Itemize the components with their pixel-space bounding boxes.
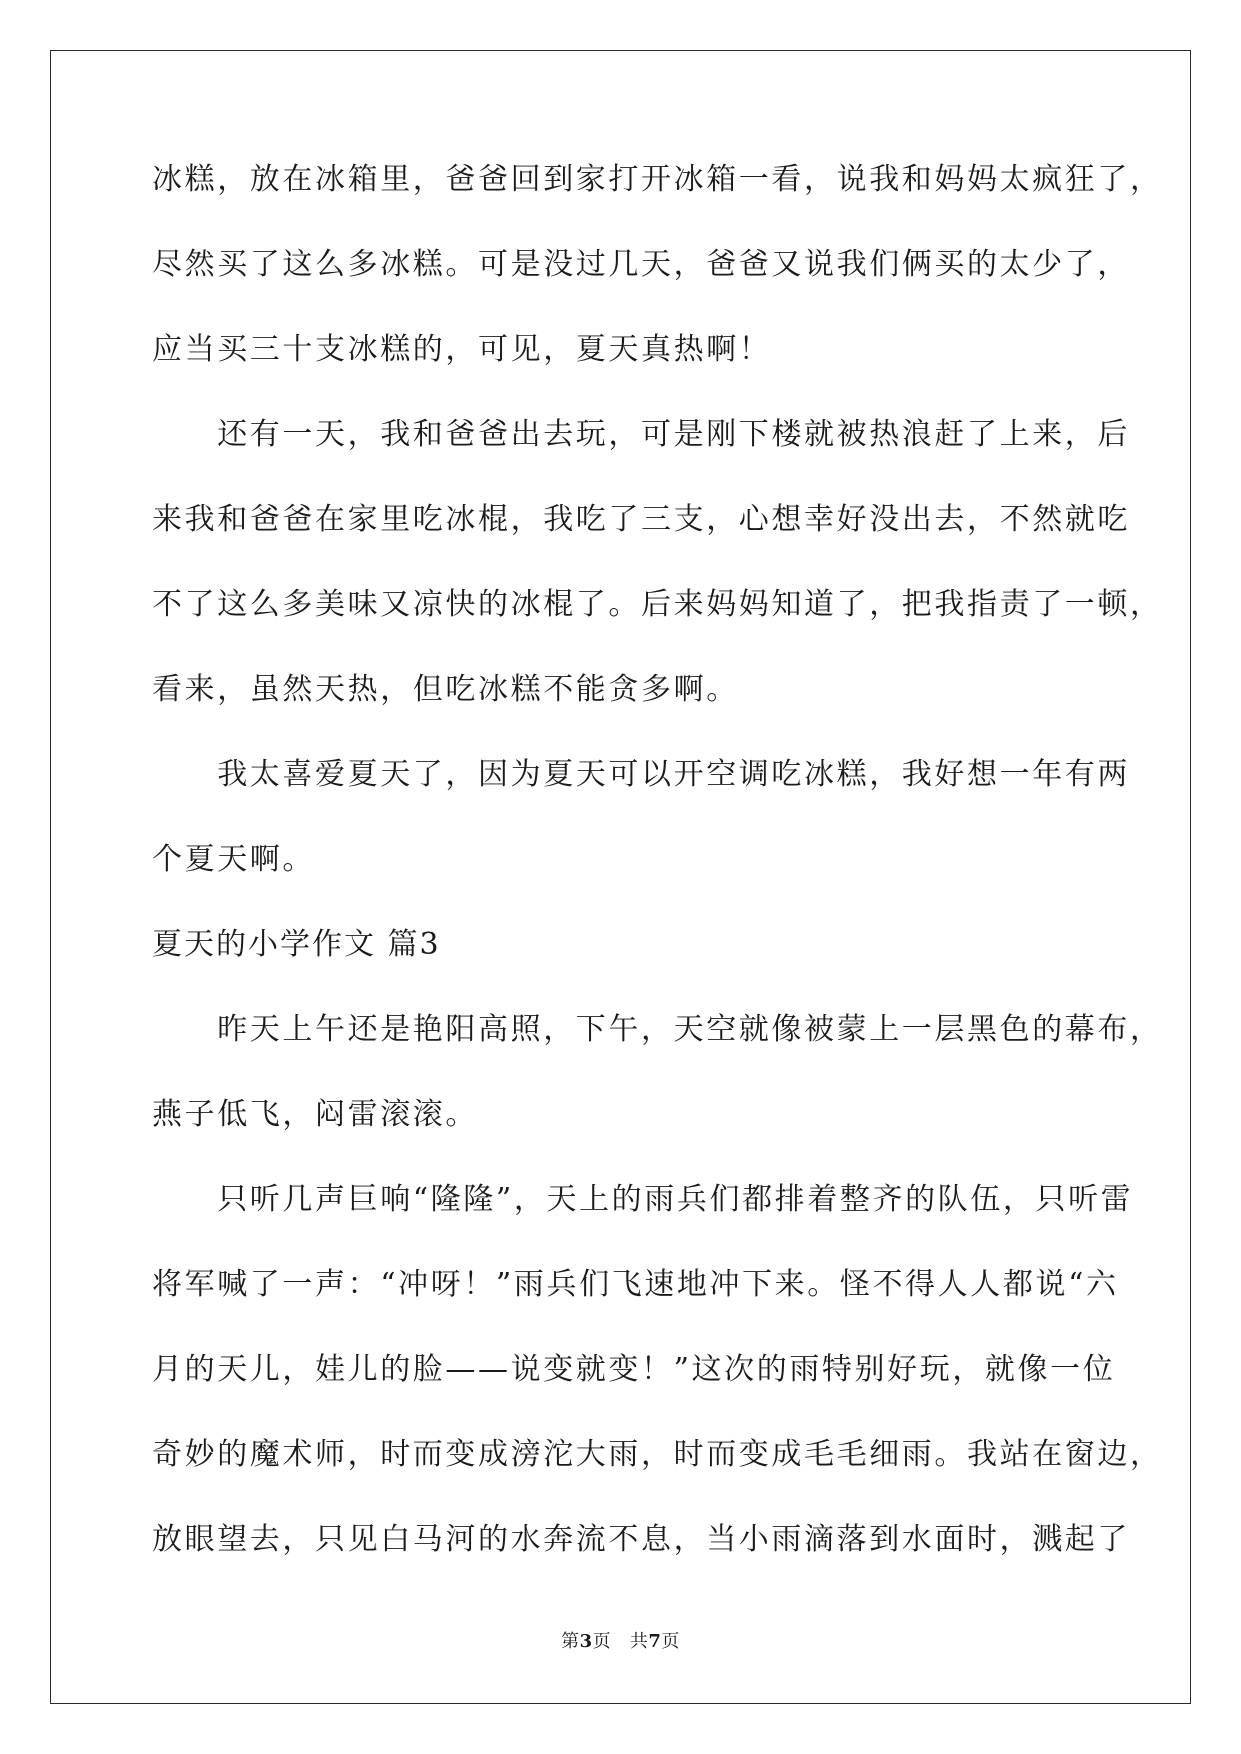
total-pages-number: 7 — [648, 1631, 662, 1652]
text-line: 不了这么多美味又凉快的冰棍了。后来妈妈知道了，把我指责了一顿， — [152, 587, 1163, 622]
footer-middle: 页 共 — [592, 1631, 649, 1652]
text-line: 昨天上午还是艳阳高照，下午，天空就像被蒙上一层黑色的幕布， — [152, 1012, 1163, 1047]
section-heading: 夏天的小学作文 篇3 — [152, 927, 441, 962]
text-line: 应当买三十支冰糕的，可见，夏天真热啊！ — [152, 332, 772, 367]
text-line: 奇妙的魔术师，时而变成滂沱大雨，时而变成毛毛细雨。我站在窗边， — [152, 1437, 1163, 1472]
text-line: 我太喜爱夏天了，因为夏天可以开空调吃冰糕，我好想一年有两 — [152, 757, 1130, 792]
text-line: 来我和爸爸在家里吃冰棍，我吃了三支，心想幸好没出去，不然就吃 — [152, 502, 1130, 537]
current-page-number: 3 — [579, 1631, 593, 1652]
text-line: 月的天儿，娃儿的脸——说变就变！”这次的雨特别好玩，就像一位 — [152, 1352, 1116, 1387]
text-line: 看来，虽然天热，但吃冰糕不能贪多啊。 — [152, 672, 739, 707]
text-line: 放眼望去，只见白马河的水奔流不息，当小雨滴落到水面时，溅起了 — [152, 1522, 1130, 1557]
text-line: 燕子低飞，闷雷滚滚。 — [152, 1097, 478, 1132]
footer-suffix: 页 — [661, 1631, 680, 1652]
document-body — [152, 160, 1163, 1605]
footer-prefix: 第 — [561, 1631, 580, 1652]
text-line: 将军喊了一声：“冲呀！”雨兵们飞速地冲下来。怪不得人人都说“六 — [152, 1267, 1119, 1302]
text-line: 还有一天，我和爸爸出去玩，可是刚下楼就被热浪赶了上来，后 — [152, 417, 1130, 452]
text-line: 只听几声巨响“隆隆”，天上的雨兵们都排着整齐的队伍，只听雷 — [152, 1182, 1134, 1217]
text-line: 个夏天啊。 — [152, 842, 315, 877]
page-footer — [0, 1630, 1241, 1654]
text-line: 冰糕，放在冰箱里，爸爸回到家打开冰箱一看，说我和妈妈太疯狂了， — [152, 162, 1163, 197]
text-line: 尽然买了这么多冰糕。可是没过几天，爸爸又说我们俩买的太少了， — [152, 247, 1130, 282]
